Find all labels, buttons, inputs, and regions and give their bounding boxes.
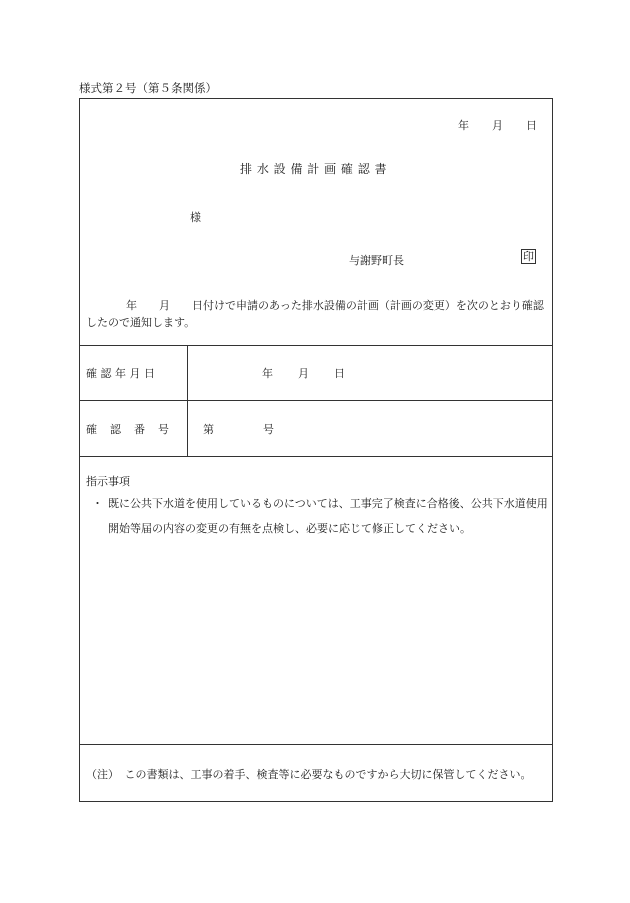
header-year-label: 年 [458,119,469,132]
confirm-year-label: 年 [262,367,273,380]
instruction-bullet: ・ [92,497,103,510]
confirm-month-label: 月 [298,367,309,380]
body-month-label: 月 [159,299,170,312]
confirm-number-label: 確 認 番 号 [86,423,170,436]
confirm-day-label: 日 [334,367,345,380]
instruction-item [92,491,548,541]
header-month-label: 月 [492,119,503,132]
form-number-label: 様式第２号（第５条関係） [79,81,217,95]
instruction-text: 既に公共下水道を使用しているものについては、工事完了検査に合格後、公共下水道使用開始等届の内容の変更の有無を点検し、必要に応じて修正してください。 [108,497,548,535]
issuer-name: 与謝野町長 [349,254,404,267]
table-middle-border [80,400,552,401]
seal-box [521,249,536,264]
header-day-label: 日 [526,119,537,132]
footer-note: （注） この書類は、工事の着手、検査等に必要なものですから大切に保管してください。 [86,768,532,781]
body-paragraph [86,297,548,331]
addressee-suffix: 様 [190,211,201,224]
table-column-divider [187,345,188,456]
seal-mark: 印 [523,250,534,263]
body-year-label: 年 [126,299,137,312]
table-bottom-border [80,456,552,457]
instructions-heading: 指示事項 [86,475,130,488]
document-frame [79,98,553,802]
table-top-border [80,345,552,346]
document-title: 排 水 設 備 計 画 確 認 書 [240,162,388,176]
confirm-date-label: 確 認 年 月 日 [86,367,155,380]
body-text: 日付けで申請のあった排水設備の計画（計画の変更）を次のとおり確認したので通知します。 [86,299,544,329]
footer-divider [80,744,552,745]
confirm-number-prefix: 第 [203,423,214,436]
confirm-number-suffix: 号 [263,423,274,436]
